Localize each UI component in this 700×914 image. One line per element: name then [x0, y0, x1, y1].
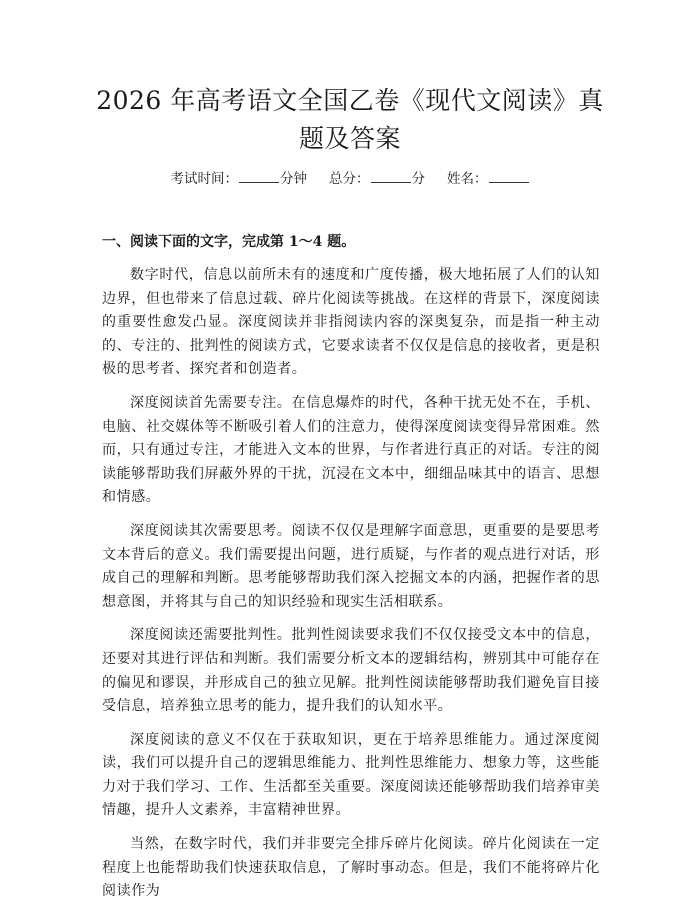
total-score-label: 总分： [329, 171, 370, 187]
exam-time-blank[interactable] [239, 168, 279, 183]
student-name-field [447, 168, 530, 189]
total-score-blank[interactable] [371, 168, 411, 183]
total-score-unit: 分 [411, 171, 425, 187]
exam-time-field [171, 168, 308, 189]
student-name-blank[interactable] [489, 168, 529, 183]
reading-passage [102, 264, 600, 914]
student-name-label: 姓名： [447, 171, 488, 187]
exam-info-line [0, 168, 700, 189]
passage-paragraph: 数字时代，信息以前所未有的速度和广度传播，极大地拓展了人们的认知边界，但也带来了信息过载、碎片化阅读等挑战。在这样的背景下，深度阅读的重要性愈发凸显。深度阅读并非指阅读内容的深奥复杂，而是指一种主动的、专注的、批判性的阅读方式，它要求读者不仅仅是信息的接收者，更是积极的思考者、探究者和创造者。 [102, 267, 600, 378]
exam-time-unit: 分钟 [280, 171, 307, 187]
passage-paragraph: 深度阅读其次需要思考。阅读不仅仅是理解字面意思，更重要的是要思考文本背后的意义。我们需要提出问题，进行质疑，与作者的观点进行对话，形成自己的理解和判断。思考能够帮助我们深入挖掘文本的内涵，把握作者的思想意图，并将其与自己的知识经验和现实生活相联系。 [102, 522, 600, 610]
total-score-field [329, 168, 425, 189]
passage-paragraph: 当然，在数字时代，我们并非要完全排斥碎片化阅读。碎片化阅读在一定程度上也能帮助我们快速获取信息，了解时事动态。但是，我们不能将碎片化阅读作为 [102, 836, 600, 900]
passage-paragraph: 深度阅读还需要批判性。批判性阅读要求我们不仅仅接受文本中的信息，还要对其进行评估和判断。我们需要分析文本的逻辑结构，辨别其中可能存在的偏见和谬误，并形成自己的独立见解。批判性阅读能够帮助我们避免盲目接受信息，培养独立思考的能力，提升我们的认知水平。 [102, 627, 600, 715]
exam-time-label: 考试时间： [170, 171, 238, 187]
passage-paragraph: 深度阅读首先需要专注。在信息爆炸的时代，各种干扰无处不在，手机、电脑、社交媒体等不断吸引着人们的注意力，使得深度阅读变得异常困难。然而，只有通过专注，才能进入文本的世界，与作者进行真正的对话。专注的阅读能够帮助我们屏蔽外界的干扰，沉浸在文本中，细细品味其中的语言、思想和情感。 [102, 394, 600, 506]
document-title: 2026 年高考语文全国乙卷《现代文阅读》真题及答案 [96, 86, 604, 153]
passage-paragraph: 深度阅读的意义不仅在于获取知识，更在于培养思维能力。通过深度阅读，我们可以提升自己的逻辑思维能力、批判性思维能力、想象力等，这些能力对于我们学习、工作、生活都至关重要。深度阅读还能够帮助我们培养审美情趣，提升人文素养，丰富精神世界。 [102, 731, 600, 819]
section-heading: 一、阅读下面的文字，完成第 1～4 题。 [102, 234, 356, 250]
